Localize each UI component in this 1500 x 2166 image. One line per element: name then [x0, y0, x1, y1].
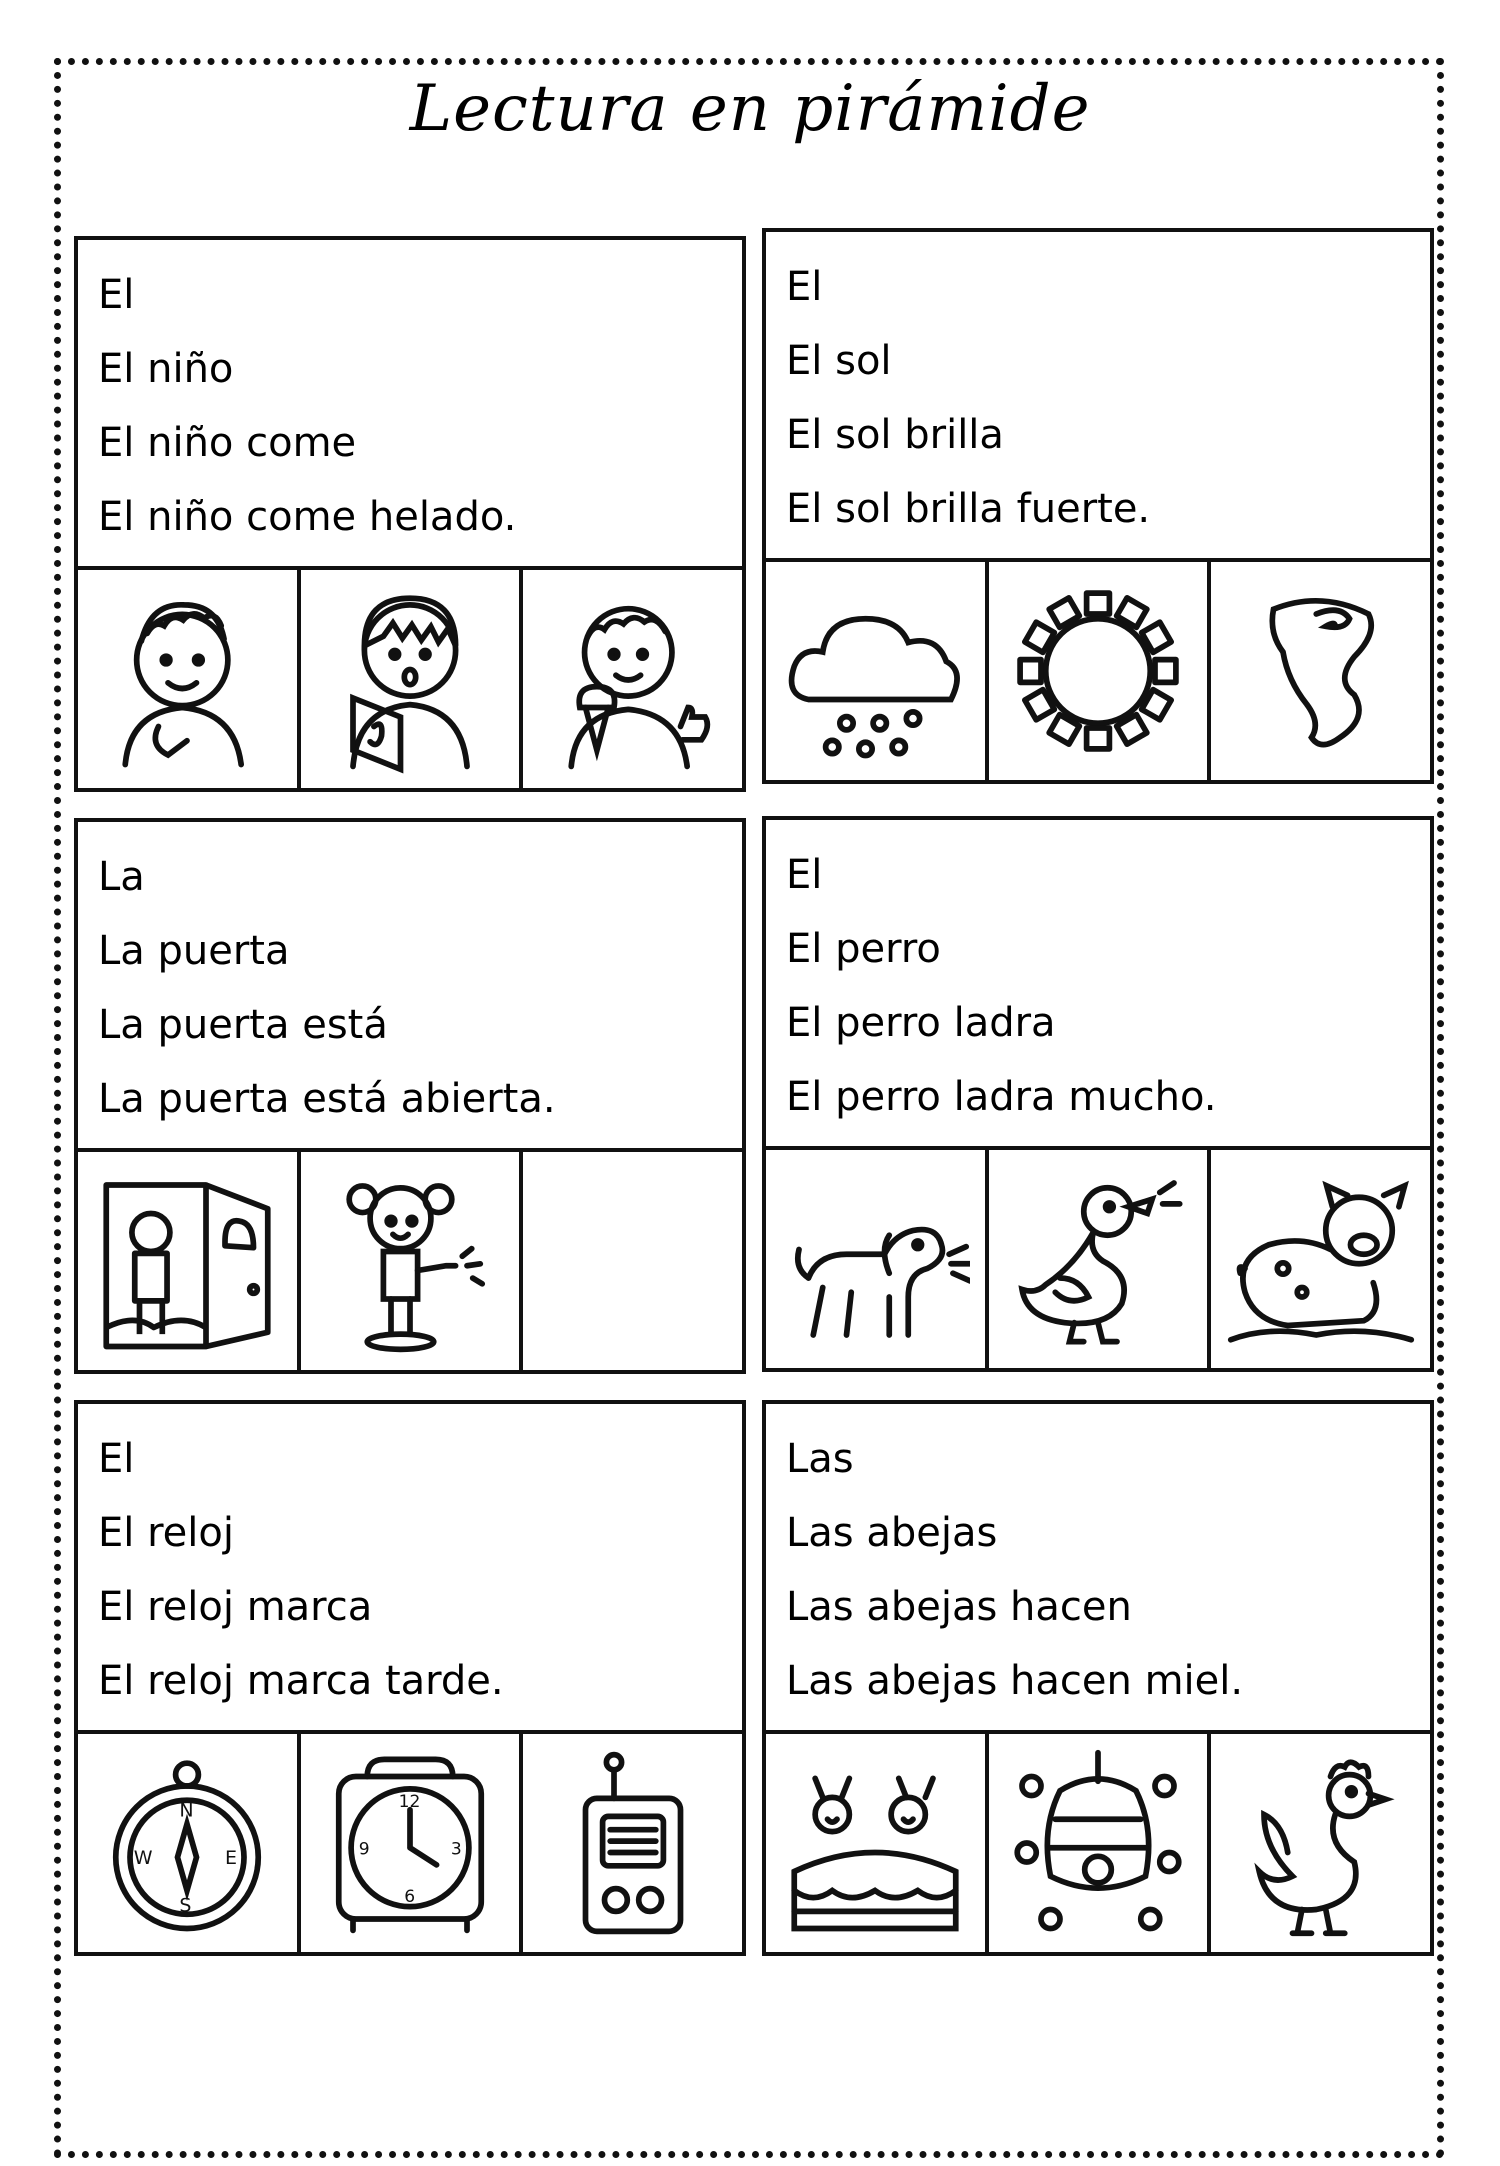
page-title: Lectura en pirámide [409, 72, 1091, 146]
line-1: La [98, 854, 145, 900]
pig-in-mud-icon[interactable] [1211, 1150, 1430, 1368]
boy-at-door-icon[interactable] [78, 1152, 301, 1370]
picture-row [766, 1150, 1430, 1368]
beehive-icon[interactable] [989, 1734, 1212, 1952]
pyramid-card-5 [74, 1400, 746, 1956]
svg-text:12: 12 [398, 1791, 421, 1812]
line-4: El perro ladra mucho. [786, 1074, 1217, 1120]
sun-icon[interactable] [989, 562, 1212, 780]
reading-lines [766, 820, 1430, 1150]
svg-text:E: E [225, 1846, 238, 1869]
line-3: El sol brilla [786, 412, 1004, 458]
line-2: La puerta [98, 928, 290, 974]
picture-row [78, 570, 742, 788]
picture-row [78, 1734, 742, 1952]
reading-lines [78, 1404, 742, 1734]
barking-dog-icon[interactable] [766, 1150, 989, 1368]
line-1: El [786, 264, 823, 310]
line-3: El reloj marca [98, 1584, 373, 1630]
line-4: Las abejas hacen miel. [786, 1658, 1244, 1704]
tornado-icon[interactable] [1211, 562, 1430, 780]
reading-lines [766, 232, 1430, 562]
rooster-icon[interactable] [1211, 1734, 1430, 1952]
picture-row [78, 1152, 742, 1370]
line-2: El perro [786, 926, 941, 972]
svg-text:6: 6 [404, 1886, 416, 1907]
line-3: El perro ladra [786, 1000, 1056, 1046]
empty-slot[interactable] [523, 1152, 742, 1370]
picture-row [766, 562, 1430, 780]
compass-icon[interactable] [78, 1734, 301, 1952]
pyramid-card-6 [762, 1400, 1434, 1956]
line-3: Las abejas hacen [786, 1584, 1132, 1630]
line-4: El sol brilla fuerte. [786, 486, 1151, 532]
line-3: La puerta está [98, 1002, 388, 1048]
svg-text:9: 9 [358, 1839, 370, 1860]
snow-cloud-icon[interactable] [766, 562, 989, 780]
boy-ice-cream-icon[interactable] [523, 570, 742, 788]
walkie-talkie-icon[interactable] [523, 1734, 742, 1952]
line-2: El reloj [98, 1510, 234, 1556]
ants-on-cake-icon[interactable] [766, 1734, 989, 1952]
reading-lines [78, 240, 742, 570]
line-4: El reloj marca tarde. [98, 1658, 504, 1704]
line-1: Las [786, 1436, 854, 1482]
line-2: El sol [786, 338, 892, 384]
duck-icon[interactable] [989, 1150, 1212, 1368]
line-2: El niño [98, 346, 234, 392]
line-4: La puerta está abierta. [98, 1076, 556, 1122]
line-3: El niño come [98, 420, 357, 466]
line-4: El niño come helado. [98, 494, 517, 540]
line-2: Las abejas [786, 1510, 998, 1556]
svg-text:S: S [179, 1894, 192, 1917]
line-1: El [98, 1436, 135, 1482]
line-1: El [98, 272, 135, 318]
girl-with-hose-icon[interactable] [301, 1152, 524, 1370]
picture-row [766, 1734, 1430, 1952]
line-1: El [786, 852, 823, 898]
pyramid-card-3 [74, 818, 746, 1374]
pyramid-card-2 [762, 228, 1434, 784]
reading-lines [766, 1404, 1430, 1734]
svg-text:N: N [179, 1799, 194, 1822]
reading-lines [78, 822, 742, 1152]
boy-reading-icon[interactable] [301, 570, 524, 788]
clock-icon[interactable] [301, 1734, 524, 1952]
pyramid-card-1 [74, 236, 746, 792]
svg-text:W: W [134, 1846, 153, 1869]
svg-text:3: 3 [450, 1839, 462, 1860]
boy-eating-icon[interactable] [78, 570, 301, 788]
pyramid-card-4 [762, 816, 1434, 1372]
